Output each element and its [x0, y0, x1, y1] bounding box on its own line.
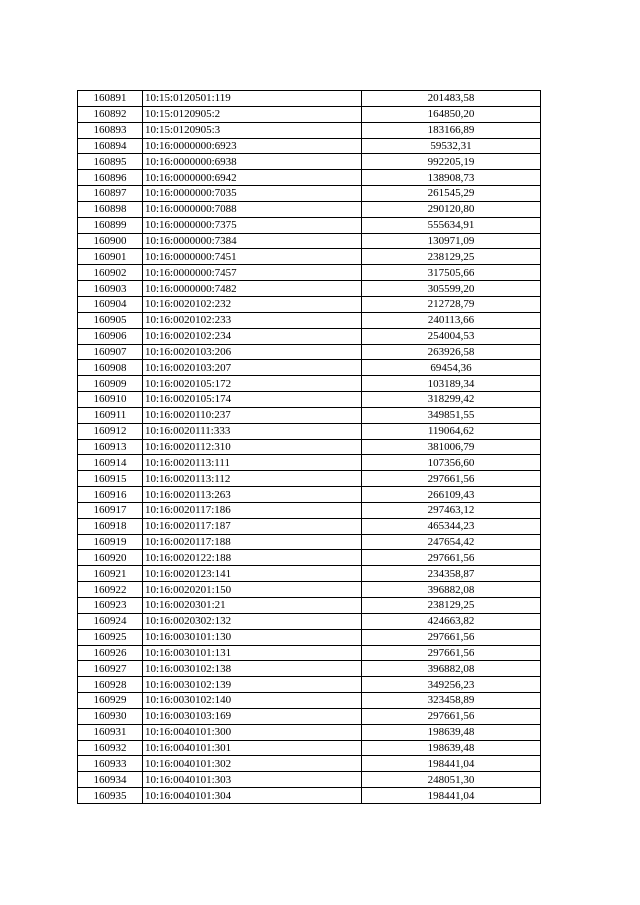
row-id-cell: 160921 [78, 566, 143, 582]
row-code-cell: 10:16:0040101:301 [143, 740, 362, 756]
row-amount-cell: 138908,73 [362, 170, 541, 186]
row-id-cell: 160911 [78, 407, 143, 423]
row-code-cell: 10:16:0030102:139 [143, 677, 362, 693]
row-code-cell: 10:16:0020105:172 [143, 376, 362, 392]
table-row [78, 455, 541, 471]
row-amount-cell: 396882,08 [362, 582, 541, 598]
row-amount-cell: 297463,12 [362, 502, 541, 518]
row-id-cell: 160905 [78, 312, 143, 328]
table-row [78, 518, 541, 534]
row-id-cell: 160928 [78, 677, 143, 693]
row-code-cell: 10:16:0030101:130 [143, 629, 362, 645]
row-id-cell: 160926 [78, 645, 143, 661]
table-body [78, 91, 541, 804]
row-amount-cell: 349851,55 [362, 407, 541, 423]
table-row [78, 376, 541, 392]
row-code-cell: 10:16:0030102:140 [143, 693, 362, 709]
table-row [78, 217, 541, 233]
row-amount-cell: 381006,79 [362, 439, 541, 455]
row-code-cell: 10:16:0020301:21 [143, 598, 362, 614]
row-amount-cell: 254004,53 [362, 328, 541, 344]
row-code-cell: 10:16:0040101:302 [143, 756, 362, 772]
row-id-cell: 160934 [78, 772, 143, 788]
row-code-cell: 10:16:0020105:174 [143, 392, 362, 408]
row-amount-cell: 198441,04 [362, 756, 541, 772]
row-amount-cell: 261545,29 [362, 186, 541, 202]
row-code-cell: 10:16:0000000:7384 [143, 233, 362, 249]
row-amount-cell: 349256,23 [362, 677, 541, 693]
row-id-cell: 160896 [78, 170, 143, 186]
row-code-cell: 10:16:0000000:6942 [143, 170, 362, 186]
row-code-cell: 10:16:0020102:234 [143, 328, 362, 344]
row-id-cell: 160898 [78, 201, 143, 217]
table-row [78, 708, 541, 724]
row-id-cell: 160907 [78, 344, 143, 360]
row-amount-cell: 238129,25 [362, 249, 541, 265]
row-id-cell: 160909 [78, 376, 143, 392]
table-row [78, 201, 541, 217]
table-row [78, 788, 541, 804]
row-id-cell: 160918 [78, 518, 143, 534]
row-amount-cell: 396882,08 [362, 661, 541, 677]
row-code-cell: 10:16:0020102:232 [143, 296, 362, 312]
table-row [78, 122, 541, 138]
row-id-cell: 160924 [78, 613, 143, 629]
row-amount-cell: 266109,43 [362, 487, 541, 503]
table-row [78, 693, 541, 709]
row-code-cell: 10:16:0000000:7457 [143, 265, 362, 281]
row-amount-cell: 424663,82 [362, 613, 541, 629]
row-id-cell: 160927 [78, 661, 143, 677]
row-code-cell: 10:16:0030103:169 [143, 708, 362, 724]
row-amount-cell: 248051,30 [362, 772, 541, 788]
table-row [78, 724, 541, 740]
table-row [78, 265, 541, 281]
row-code-cell: 10:16:0020110:237 [143, 407, 362, 423]
table-row [78, 550, 541, 566]
row-code-cell: 10:15:0120905:2 [143, 106, 362, 122]
row-id-cell: 160922 [78, 582, 143, 598]
table-row [78, 186, 541, 202]
row-id-cell: 160901 [78, 249, 143, 265]
row-id-cell: 160906 [78, 328, 143, 344]
table-row [78, 487, 541, 503]
row-id-cell: 160932 [78, 740, 143, 756]
table-row [78, 312, 541, 328]
row-id-cell: 160908 [78, 360, 143, 376]
row-amount-cell: 198639,48 [362, 740, 541, 756]
table-row [78, 170, 541, 186]
row-id-cell: 160892 [78, 106, 143, 122]
table-row [78, 756, 541, 772]
row-id-cell: 160929 [78, 693, 143, 709]
row-amount-cell: 107356,60 [362, 455, 541, 471]
row-amount-cell: 297661,56 [362, 471, 541, 487]
row-id-cell: 160925 [78, 629, 143, 645]
row-id-cell: 160902 [78, 265, 143, 281]
row-id-cell: 160903 [78, 281, 143, 297]
row-amount-cell: 234358,87 [362, 566, 541, 582]
row-code-cell: 10:16:0000000:7088 [143, 201, 362, 217]
row-id-cell: 160923 [78, 598, 143, 614]
row-amount-cell: 297661,56 [362, 645, 541, 661]
row-id-cell: 160933 [78, 756, 143, 772]
row-id-cell: 160931 [78, 724, 143, 740]
row-amount-cell: 297661,56 [362, 629, 541, 645]
row-code-cell: 10:16:0000000:7375 [143, 217, 362, 233]
row-code-cell: 10:16:0020122:188 [143, 550, 362, 566]
row-amount-cell: 290120,80 [362, 201, 541, 217]
row-amount-cell: 201483,58 [362, 91, 541, 107]
row-code-cell: 10:16:0040101:304 [143, 788, 362, 804]
row-id-cell: 160916 [78, 487, 143, 503]
row-code-cell: 10:16:0020201:150 [143, 582, 362, 598]
table-row [78, 502, 541, 518]
row-code-cell: 10:15:0120905:3 [143, 122, 362, 138]
row-amount-cell: 318299,42 [362, 392, 541, 408]
row-code-cell: 10:16:0020302:132 [143, 613, 362, 629]
row-code-cell: 10:16:0020111:333 [143, 423, 362, 439]
row-id-cell: 160913 [78, 439, 143, 455]
row-id-cell: 160897 [78, 186, 143, 202]
table-row [78, 296, 541, 312]
row-code-cell: 10:16:0020103:207 [143, 360, 362, 376]
table-row [78, 740, 541, 756]
row-amount-cell: 297661,56 [362, 550, 541, 566]
table-row [78, 106, 541, 122]
row-code-cell: 10:15:0120501:119 [143, 91, 362, 107]
row-amount-cell: 992205,19 [362, 154, 541, 170]
row-code-cell: 10:16:0020102:233 [143, 312, 362, 328]
row-amount-cell: 198441,04 [362, 788, 541, 804]
row-code-cell: 10:16:0020117:187 [143, 518, 362, 534]
row-code-cell: 10:16:0040101:303 [143, 772, 362, 788]
row-code-cell: 10:16:0000000:7451 [143, 249, 362, 265]
row-amount-cell: 240113,66 [362, 312, 541, 328]
row-code-cell: 10:16:0020103:206 [143, 344, 362, 360]
row-code-cell: 10:16:0000000:7482 [143, 281, 362, 297]
table-row [78, 471, 541, 487]
table-row [78, 677, 541, 693]
row-id-cell: 160895 [78, 154, 143, 170]
table-row [78, 154, 541, 170]
row-amount-cell: 59532,31 [362, 138, 541, 154]
row-id-cell: 160904 [78, 296, 143, 312]
table-row [78, 661, 541, 677]
table-row [78, 582, 541, 598]
row-code-cell: 10:16:0040101:300 [143, 724, 362, 740]
row-id-cell: 160919 [78, 534, 143, 550]
row-code-cell: 10:16:0000000:7035 [143, 186, 362, 202]
table-row [78, 407, 541, 423]
table-row [78, 233, 541, 249]
table-row [78, 613, 541, 629]
table-row [78, 91, 541, 107]
table-row [78, 629, 541, 645]
row-code-cell: 10:16:0020112:310 [143, 439, 362, 455]
row-id-cell: 160930 [78, 708, 143, 724]
row-id-cell: 160899 [78, 217, 143, 233]
row-code-cell: 10:16:0020113:112 [143, 471, 362, 487]
row-code-cell: 10:16:0030101:131 [143, 645, 362, 661]
row-id-cell: 160935 [78, 788, 143, 804]
row-amount-cell: 247654,42 [362, 534, 541, 550]
table-row [78, 598, 541, 614]
table-row [78, 138, 541, 154]
row-amount-cell: 130971,09 [362, 233, 541, 249]
row-amount-cell: 297661,56 [362, 708, 541, 724]
row-amount-cell: 198639,48 [362, 724, 541, 740]
row-amount-cell: 555634,91 [362, 217, 541, 233]
table-row [78, 439, 541, 455]
row-id-cell: 160910 [78, 392, 143, 408]
row-amount-cell: 323458,89 [362, 693, 541, 709]
row-code-cell: 10:16:0020117:186 [143, 502, 362, 518]
table-row [78, 645, 541, 661]
row-amount-cell: 69454,36 [362, 360, 541, 376]
row-code-cell: 10:16:0020123:141 [143, 566, 362, 582]
row-id-cell: 160900 [78, 233, 143, 249]
row-id-cell: 160891 [78, 91, 143, 107]
table-row [78, 328, 541, 344]
row-amount-cell: 164850,20 [362, 106, 541, 122]
row-code-cell: 10:16:0000000:6923 [143, 138, 362, 154]
table-row [78, 566, 541, 582]
row-code-cell: 10:16:0000000:6938 [143, 154, 362, 170]
row-amount-cell: 103189,34 [362, 376, 541, 392]
table-row [78, 423, 541, 439]
row-amount-cell: 119064,62 [362, 423, 541, 439]
row-amount-cell: 238129,25 [362, 598, 541, 614]
table-row [78, 392, 541, 408]
row-id-cell: 160912 [78, 423, 143, 439]
row-code-cell: 10:16:0020113:263 [143, 487, 362, 503]
row-id-cell: 160914 [78, 455, 143, 471]
row-code-cell: 10:16:0020113:111 [143, 455, 362, 471]
table-row [78, 360, 541, 376]
table-row [78, 772, 541, 788]
table-row [78, 344, 541, 360]
row-amount-cell: 263926,58 [362, 344, 541, 360]
table-row [78, 249, 541, 265]
row-code-cell: 10:16:0030102:138 [143, 661, 362, 677]
row-id-cell: 160915 [78, 471, 143, 487]
data-table [77, 90, 541, 804]
row-id-cell: 160894 [78, 138, 143, 154]
row-id-cell: 160920 [78, 550, 143, 566]
row-amount-cell: 212728,79 [362, 296, 541, 312]
row-amount-cell: 317505,66 [362, 265, 541, 281]
table-row [78, 281, 541, 297]
table-row [78, 534, 541, 550]
row-amount-cell: 465344,23 [362, 518, 541, 534]
row-amount-cell: 305599,20 [362, 281, 541, 297]
row-amount-cell: 183166,89 [362, 122, 541, 138]
row-id-cell: 160893 [78, 122, 143, 138]
row-id-cell: 160917 [78, 502, 143, 518]
row-code-cell: 10:16:0020117:188 [143, 534, 362, 550]
